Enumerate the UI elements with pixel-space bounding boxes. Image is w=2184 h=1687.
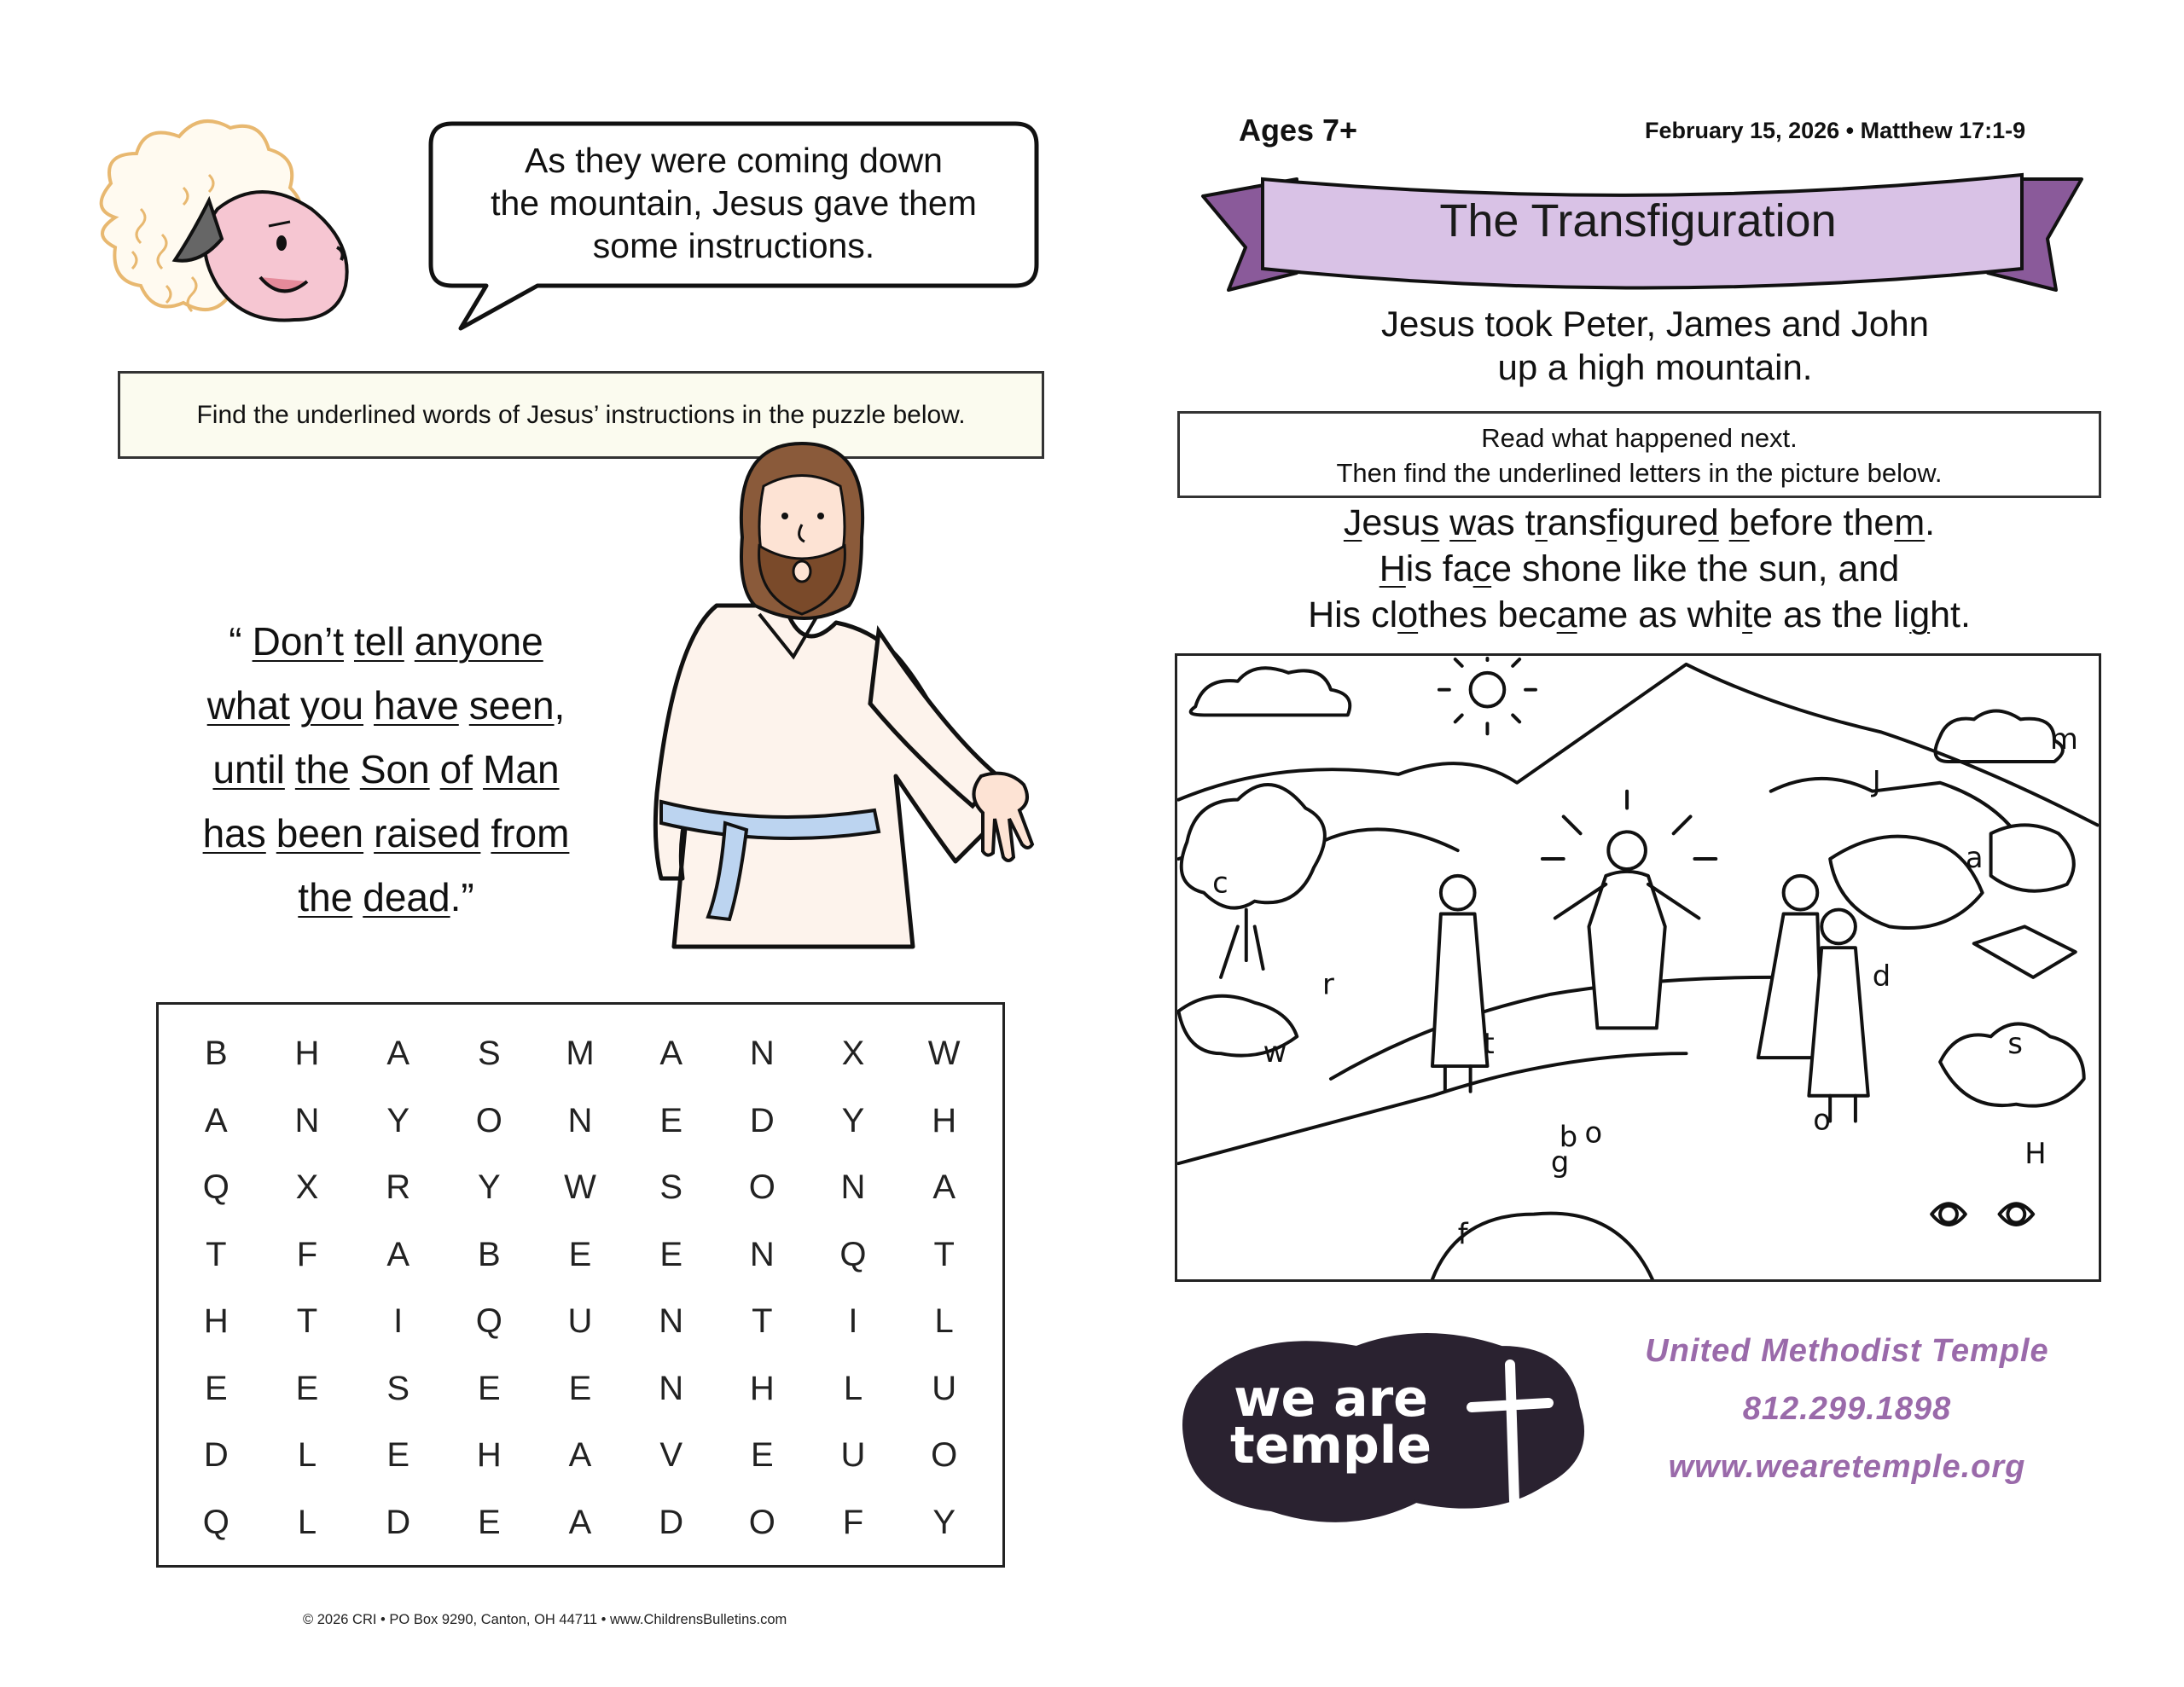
underlined-word: raised bbox=[374, 811, 481, 855]
grid-letter[interactable]: A bbox=[568, 1503, 592, 1541]
grid-letter[interactable]: N bbox=[567, 1101, 593, 1139]
grid-letter[interactable]: S bbox=[477, 1035, 501, 1072]
grid-letter[interactable]: E bbox=[477, 1369, 501, 1407]
quote-line bbox=[154, 738, 619, 802]
grid-letter[interactable]: H bbox=[203, 1302, 229, 1340]
grid-letter[interactable]: A bbox=[386, 1035, 410, 1072]
read-line: Then find the underlined letters in the picture below. bbox=[1336, 458, 1943, 488]
intro-text bbox=[1228, 302, 2082, 389]
grid-letter[interactable]: H bbox=[294, 1035, 320, 1072]
underlined-word: Don’t bbox=[252, 619, 344, 664]
story-fragment: is fa bbox=[1405, 548, 1473, 589]
story-fragment bbox=[1439, 502, 1449, 543]
hidden-letter[interactable]: c bbox=[1212, 866, 1228, 900]
story-text bbox=[1177, 500, 2101, 638]
church-phone: 812.299.1898 bbox=[1742, 1391, 1952, 1427]
logo-line: temple bbox=[1229, 1416, 1432, 1475]
hidden-letter[interactable]: w bbox=[1263, 1035, 1287, 1070]
grid-letter[interactable]: N bbox=[659, 1302, 684, 1340]
grid-letter[interactable]: Q bbox=[475, 1302, 502, 1340]
grid-letter[interactable]: E bbox=[295, 1369, 319, 1407]
read-box bbox=[1177, 411, 2101, 498]
punctuation: “ bbox=[229, 619, 242, 664]
hidden-letter[interactable]: f bbox=[1457, 1217, 1468, 1251]
story-fragment: esu bbox=[1362, 502, 1421, 543]
underlined-word: the bbox=[298, 875, 353, 919]
underlined-letter: r bbox=[1535, 502, 1548, 543]
grid-letter[interactable]: O bbox=[748, 1503, 775, 1541]
underlined-word: tell bbox=[353, 619, 404, 664]
story-fragment: . bbox=[1925, 502, 1936, 543]
grid-letter[interactable]: S bbox=[386, 1369, 410, 1407]
story-fragment: as t bbox=[1476, 502, 1536, 543]
hidden-letter[interactable]: s bbox=[2007, 1027, 2024, 1061]
grid-letter[interactable]: B bbox=[477, 1235, 501, 1273]
underlined-word: seen bbox=[468, 683, 555, 728]
quote-line bbox=[154, 610, 619, 674]
grid-letter[interactable]: I bbox=[848, 1302, 858, 1340]
grid-letter[interactable]: O bbox=[475, 1101, 502, 1139]
word-search-grid bbox=[171, 1028, 990, 1563]
story-fragment: thes bec bbox=[1418, 594, 1557, 635]
grid-letter[interactable]: U bbox=[840, 1436, 866, 1474]
grid-letter[interactable]: X bbox=[841, 1035, 865, 1072]
underlined-word: have bbox=[374, 683, 459, 728]
grid-letter[interactable]: B bbox=[204, 1035, 228, 1072]
grid-letter[interactable]: Q bbox=[839, 1235, 867, 1273]
hidden-letter[interactable]: m bbox=[2050, 722, 2078, 757]
church-info bbox=[1595, 1322, 2099, 1496]
grid-letter[interactable]: Y bbox=[386, 1101, 410, 1139]
grid-letter[interactable]: L bbox=[934, 1302, 954, 1340]
underlined-word: has bbox=[202, 811, 266, 855]
underlined-letter: J bbox=[1343, 502, 1362, 543]
grid-letter[interactable]: A bbox=[932, 1168, 956, 1206]
underlined-word: Man bbox=[483, 747, 560, 791]
grid-letter[interactable]: R bbox=[386, 1168, 411, 1206]
underlined-word: what bbox=[206, 683, 290, 728]
quote-line bbox=[154, 802, 619, 866]
grid-letter[interactable]: H bbox=[932, 1101, 957, 1139]
grid-letter[interactable]: E bbox=[659, 1235, 682, 1273]
grid-letter[interactable]: S bbox=[659, 1168, 682, 1206]
grid-letter[interactable]: E bbox=[477, 1503, 501, 1541]
grid-letter[interactable]: O bbox=[931, 1436, 958, 1474]
grid-letter[interactable]: L bbox=[843, 1369, 863, 1407]
underlined-word: anyone bbox=[414, 619, 543, 664]
grid-letter[interactable]: N bbox=[749, 1035, 775, 1072]
bubble-text bbox=[461, 139, 1007, 267]
punctuation: .” bbox=[450, 875, 474, 919]
story-line bbox=[1177, 546, 2101, 592]
bubble-line: some instructions. bbox=[592, 226, 875, 265]
intro-line: Jesus took Peter, James and John bbox=[1380, 304, 1930, 344]
read-line: Read what happened next. bbox=[1481, 423, 1798, 453]
hidden-letter[interactable]: a bbox=[1965, 840, 1984, 874]
grid-letter[interactable]: Y bbox=[932, 1503, 956, 1541]
we-are-temple-logo bbox=[1177, 1322, 1604, 1535]
grid-letter[interactable]: L bbox=[297, 1503, 317, 1541]
bubble-line: As they were coming down bbox=[525, 141, 943, 180]
grid-letter[interactable]: H bbox=[476, 1436, 502, 1474]
quote-line bbox=[154, 866, 619, 930]
grid-letter[interactable]: A bbox=[386, 1235, 410, 1273]
grid-letter[interactable]: E bbox=[659, 1101, 682, 1139]
underlined-letter: o bbox=[1397, 594, 1419, 635]
underlined-word: until bbox=[212, 747, 285, 791]
grid-letter[interactable]: A bbox=[659, 1035, 682, 1072]
grid-letter[interactable]: M bbox=[566, 1035, 595, 1072]
grid-letter[interactable]: F bbox=[296, 1235, 318, 1273]
grid-letter[interactable]: I bbox=[393, 1302, 404, 1340]
jesus-illustration bbox=[623, 435, 1041, 981]
instruction-text: Find the underlined words of Jesus’ instructions in the puzzle below. bbox=[196, 400, 966, 429]
grid-letter[interactable]: E bbox=[204, 1369, 228, 1407]
grid-letter[interactable]: Q bbox=[202, 1503, 229, 1541]
grid-letter[interactable]: O bbox=[748, 1168, 775, 1206]
story-fragment bbox=[1719, 502, 1729, 543]
underlined-letter: H bbox=[1379, 548, 1406, 589]
grid-letter[interactable]: U bbox=[567, 1302, 593, 1340]
underlined-letter: w bbox=[1449, 502, 1477, 543]
grid-letter[interactable]: N bbox=[294, 1101, 320, 1139]
underlined-letter: d bbox=[1698, 502, 1719, 543]
underlined-word: dead bbox=[363, 875, 450, 919]
grid-letter[interactable]: H bbox=[749, 1369, 775, 1407]
grid-letter[interactable]: T bbox=[933, 1235, 955, 1273]
story-fragment: igure bbox=[1617, 502, 1699, 543]
grid-letter[interactable]: A bbox=[568, 1436, 592, 1474]
underlined-word: of bbox=[439, 747, 473, 791]
grid-letter[interactable]: N bbox=[840, 1168, 866, 1206]
underlined-letter: t bbox=[1742, 594, 1753, 635]
grid-letter[interactable]: E bbox=[386, 1436, 410, 1474]
church-name: United Methodist Temple bbox=[1645, 1333, 2049, 1369]
grid-letter[interactable]: E bbox=[568, 1369, 592, 1407]
hidden-letter[interactable]: o bbox=[1584, 1116, 1603, 1150]
story-fragment: efore the bbox=[1749, 502, 1895, 543]
age-label: Ages 7+ bbox=[1239, 113, 1358, 148]
underlined-letter: b bbox=[1728, 502, 1750, 543]
grid-letter[interactable]: E bbox=[750, 1436, 774, 1474]
grid-letter[interactable]: Q bbox=[202, 1168, 229, 1206]
underlined-word: Son bbox=[359, 747, 430, 791]
grid-letter[interactable]: T bbox=[206, 1235, 227, 1273]
story-fragment: e as the li bbox=[1752, 594, 1910, 635]
underlined-letter: a bbox=[1556, 594, 1577, 635]
bubble-line: the mountain, Jesus gave them bbox=[491, 183, 977, 223]
underlined-word: been bbox=[276, 811, 364, 855]
grid-letter[interactable]: T bbox=[296, 1302, 318, 1340]
logo-line: we are bbox=[1234, 1369, 1428, 1429]
hidden-letter[interactable]: r bbox=[1322, 967, 1334, 1001]
hidden-letter[interactable]: H bbox=[2024, 1137, 2047, 1171]
hidden-letter[interactable]: J bbox=[1872, 764, 1881, 798]
church-website: www.wearetemple.org bbox=[1668, 1449, 2026, 1485]
grid-letter[interactable]: D bbox=[386, 1503, 411, 1541]
story-line bbox=[1177, 500, 2101, 546]
underlined-letter: m bbox=[1894, 502, 1926, 543]
story-fragment: His cl bbox=[1308, 594, 1398, 635]
story-fragment: e shone like the sun, and bbox=[1491, 548, 1900, 589]
hidden-letter[interactable]: g bbox=[1550, 1145, 1570, 1180]
grid-letter[interactable]: A bbox=[204, 1101, 228, 1139]
story-fragment: ht. bbox=[1930, 594, 1971, 635]
transfiguration-picture bbox=[1175, 653, 2101, 1282]
grid-letter[interactable]: W bbox=[564, 1168, 596, 1206]
grid-letter[interactable]: N bbox=[749, 1235, 775, 1273]
hidden-letter[interactable]: o bbox=[1813, 1103, 1831, 1137]
underlined-word: the bbox=[294, 747, 350, 791]
grid-letter[interactable]: L bbox=[297, 1436, 317, 1474]
grid-letter[interactable]: D bbox=[659, 1503, 684, 1541]
grid-letter[interactable]: D bbox=[203, 1436, 229, 1474]
underlined-letter: g bbox=[1909, 594, 1931, 635]
grid-letter[interactable]: W bbox=[927, 1035, 961, 1072]
grid-letter[interactable]: N bbox=[659, 1369, 684, 1407]
grid-letter[interactable]: X bbox=[295, 1168, 319, 1206]
grid-letter[interactable]: T bbox=[752, 1302, 773, 1340]
story-fragment: ans bbox=[1547, 502, 1607, 543]
grid-letter[interactable]: E bbox=[568, 1235, 592, 1273]
punctuation: , bbox=[554, 683, 566, 728]
hidden-letter[interactable]: b bbox=[1559, 1120, 1578, 1154]
hidden-letter[interactable]: d bbox=[1872, 959, 1891, 993]
grid-letter[interactable]: V bbox=[659, 1436, 682, 1474]
grid-letter[interactable]: D bbox=[749, 1101, 775, 1139]
underlined-word: you bbox=[299, 683, 364, 728]
intro-line: up a high mountain. bbox=[1497, 347, 1813, 387]
story-fragment: me as whi bbox=[1577, 594, 1743, 635]
grid-letter[interactable]: F bbox=[842, 1503, 864, 1541]
sheep-illustration bbox=[81, 107, 422, 362]
grid-letter[interactable]: Y bbox=[477, 1168, 501, 1206]
page-title: The Transfiguration bbox=[1439, 195, 1837, 246]
story-line bbox=[1177, 592, 2101, 638]
quote-line bbox=[154, 674, 619, 738]
grid-letter[interactable]: U bbox=[932, 1369, 957, 1407]
grid-letter[interactable]: Y bbox=[841, 1101, 865, 1139]
jesus-quote bbox=[154, 610, 619, 930]
underlined-word: from bbox=[491, 811, 570, 855]
date-reference: February 15, 2026 • Matthew 17:1-9 bbox=[1645, 118, 2026, 143]
underlined-letter: s bbox=[1420, 502, 1440, 543]
underlined-letter: f bbox=[1606, 502, 1618, 543]
hidden-letter[interactable]: t bbox=[1483, 1027, 1495, 1061]
underlined-letter: c bbox=[1472, 548, 1492, 589]
copyright-line: © 2026 CRI • PO Box 9290, Canton, OH 44711 • www.ChildrensBulletins.com bbox=[303, 1612, 787, 1627]
